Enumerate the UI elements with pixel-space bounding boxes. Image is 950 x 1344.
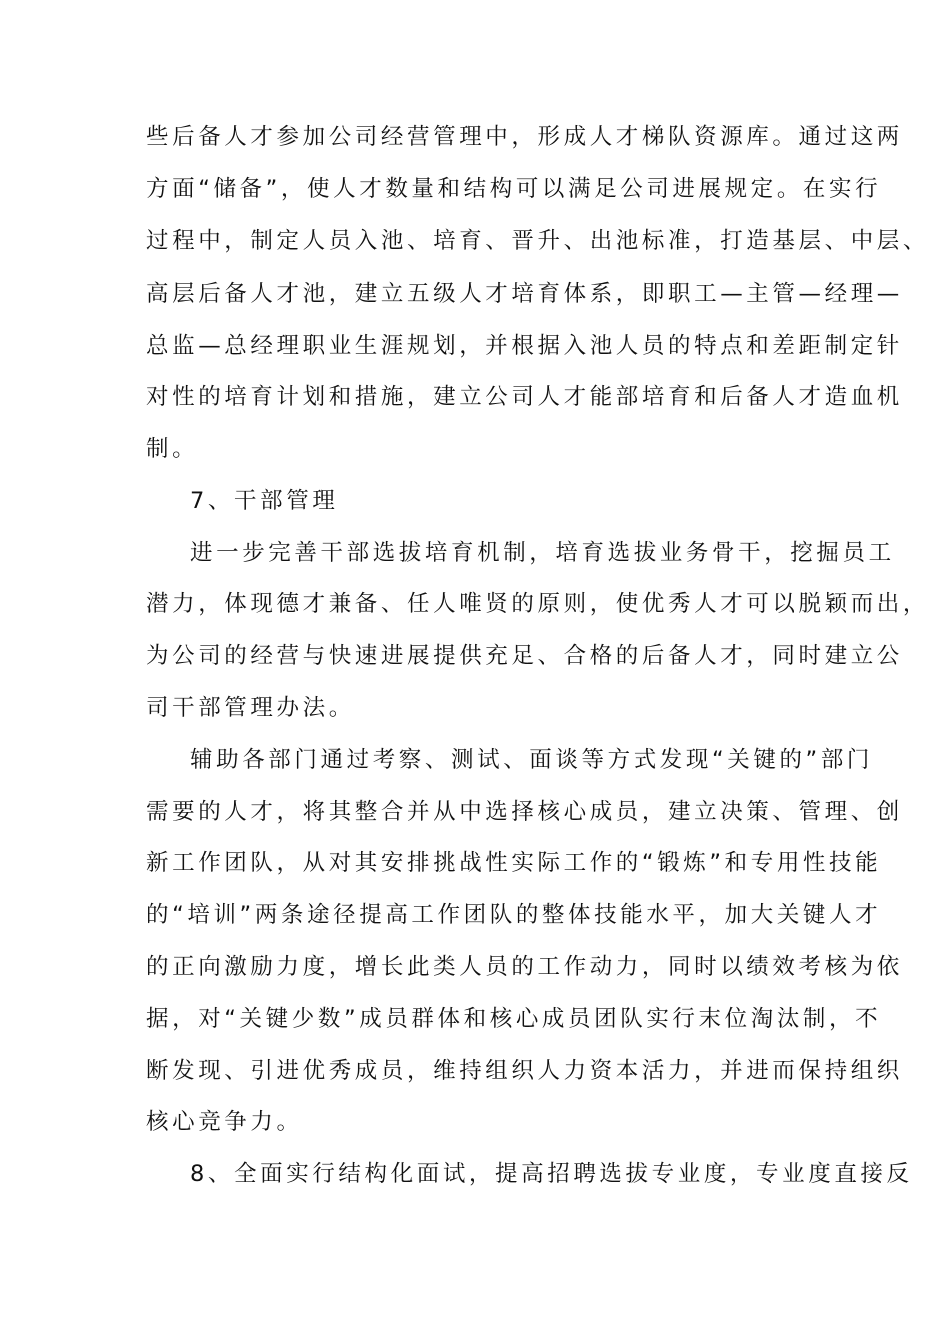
text-line: 对性的培育计划和措施，建立公司人才能部培育和后备人才造血机	[146, 384, 903, 410]
text-line: 方面“储备”，使人才数量和结构可以满足公司进展规定。在实行	[146, 176, 882, 202]
text-line: 司干部管理办法。	[146, 695, 355, 721]
paragraph-first-line: 8、全面实行结构化面试，提高招聘选拔专业度，专业度直接反	[190, 1161, 913, 1187]
text-line: 断发现、引进优秀成员，维持组织人力资本活力，并进而保持组织	[146, 1058, 903, 1084]
text-line: 为公司的经营与快速进展提供充足、合格的后备人才，同时建立公	[146, 643, 903, 669]
text-line: 据，对“关键少数”成员群体和核心成员团队实行末位淘汰制，不	[146, 1006, 882, 1032]
text-line: 总监—总经理职业生涯规划，并根据入池人员的特点和差距制定针	[146, 333, 903, 359]
text-line: 核心竞争力。	[146, 1109, 303, 1135]
text-line: 些后备人才参加公司经营管理中，形成人才梯队资源库。通过这两	[146, 124, 903, 150]
text-line: 高层后备人才池，建立五级人才培育体系，即职工—主管—经理—	[146, 281, 903, 307]
text-line: 的“培训”两条途径提高工作团队的整体技能水平，加大关键人才	[146, 902, 882, 928]
text-line: 的正向激励力度，增长此类人员的工作动力，同时以绩效考核为依	[146, 954, 903, 980]
paragraph-first-line: 进一步完善干部选拔培育机制，培育选拔业务骨干，挖掘员工	[190, 540, 895, 566]
text-line: 制。	[146, 436, 199, 462]
text-line: 潜力，体现德才兼备、任人唯贤的原则，使优秀人才可以脱颖而出，	[146, 591, 930, 617]
text-line: 需要的人才，将其整合并从中选择核心成员，建立决策、管理、创	[146, 799, 903, 825]
section-heading: 7、干部管理	[190, 488, 339, 514]
text-line: 新工作团队，从对其安排挑战性实际工作的“锻炼”和专用性技能	[146, 850, 882, 876]
text-line: 过程中，制定人员入池、培育、晋升、出池标准，打造基层、中层、	[146, 228, 930, 254]
paragraph-first-line: 辅助各部门通过考察、测试、面谈等方式发现“关键的”部门	[190, 747, 874, 773]
